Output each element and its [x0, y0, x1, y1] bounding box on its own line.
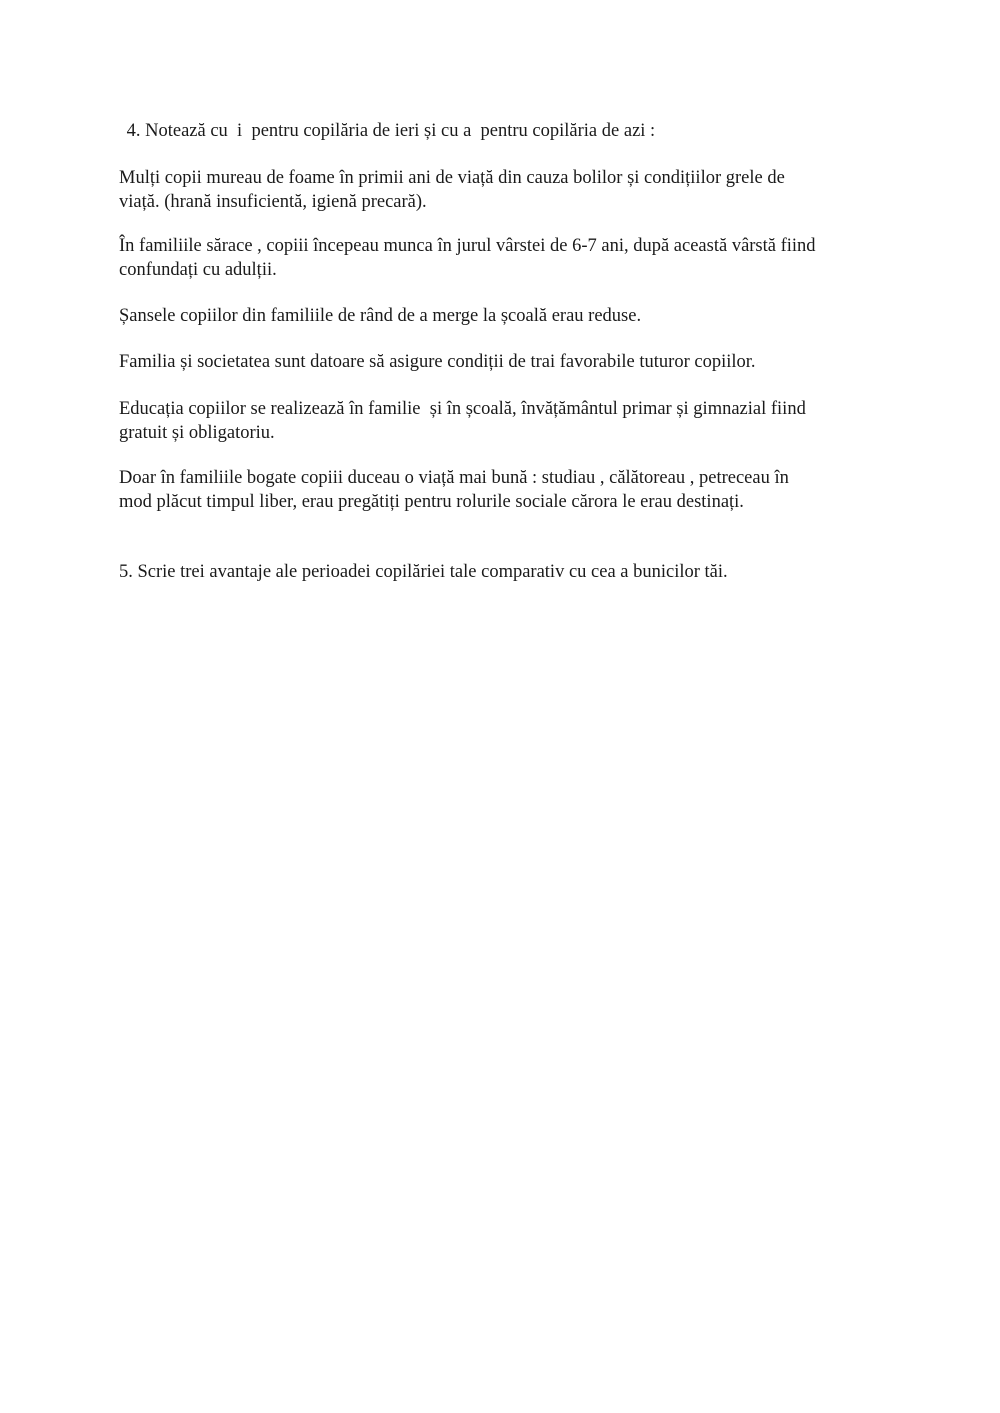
- statement-2-line-2: confundați cu adulții.: [119, 260, 277, 280]
- statement-2-line-1: În familiile sărace , copiii începeau munca în jurul vârstei de 6-7 ani, după această vârstă fiind: [119, 236, 816, 256]
- statement-4-line-1: Familia și societatea sunt datoare să asigure condiții de trai favorabile tuturor copiilor.: [119, 352, 756, 372]
- statement-6-line-2: mod plăcut timpul liber, erau pregătiți pentru rolurile sociale cărora le erau destinați.: [119, 492, 744, 512]
- question-4-prompt: 4. Notează cu i pentru copilăria de ieri și cu a pentru copilăria de azi :: [122, 121, 656, 141]
- statement-1-line-2: viață. (hrană insuficientă, igienă precară).: [119, 192, 427, 212]
- statement-6-line-1: Doar în familiile bogate copiii duceau o viață mai bună : studiau , călătoreau , petreceau în: [119, 468, 789, 488]
- statement-1-line-1: Mulți copii mureau de foame în primii ani de viață din cauza bolilor și condițiilor grele de: [119, 168, 785, 188]
- statement-3-line-1: Șansele copiilor din familiile de rând de a merge la școală erau reduse.: [119, 306, 642, 326]
- statement-5-line-2: gratuit și obligatoriu.: [119, 423, 275, 443]
- question-5-prompt: 5. Scrie trei avantaje ale perioadei copilăriei tale comparativ cu cea a bunicilor tăi.: [119, 562, 728, 582]
- statement-5-line-1: Educația copiilor se realizează în familie și în școală, învățământul primar și gimnazial fiind: [119, 399, 806, 419]
